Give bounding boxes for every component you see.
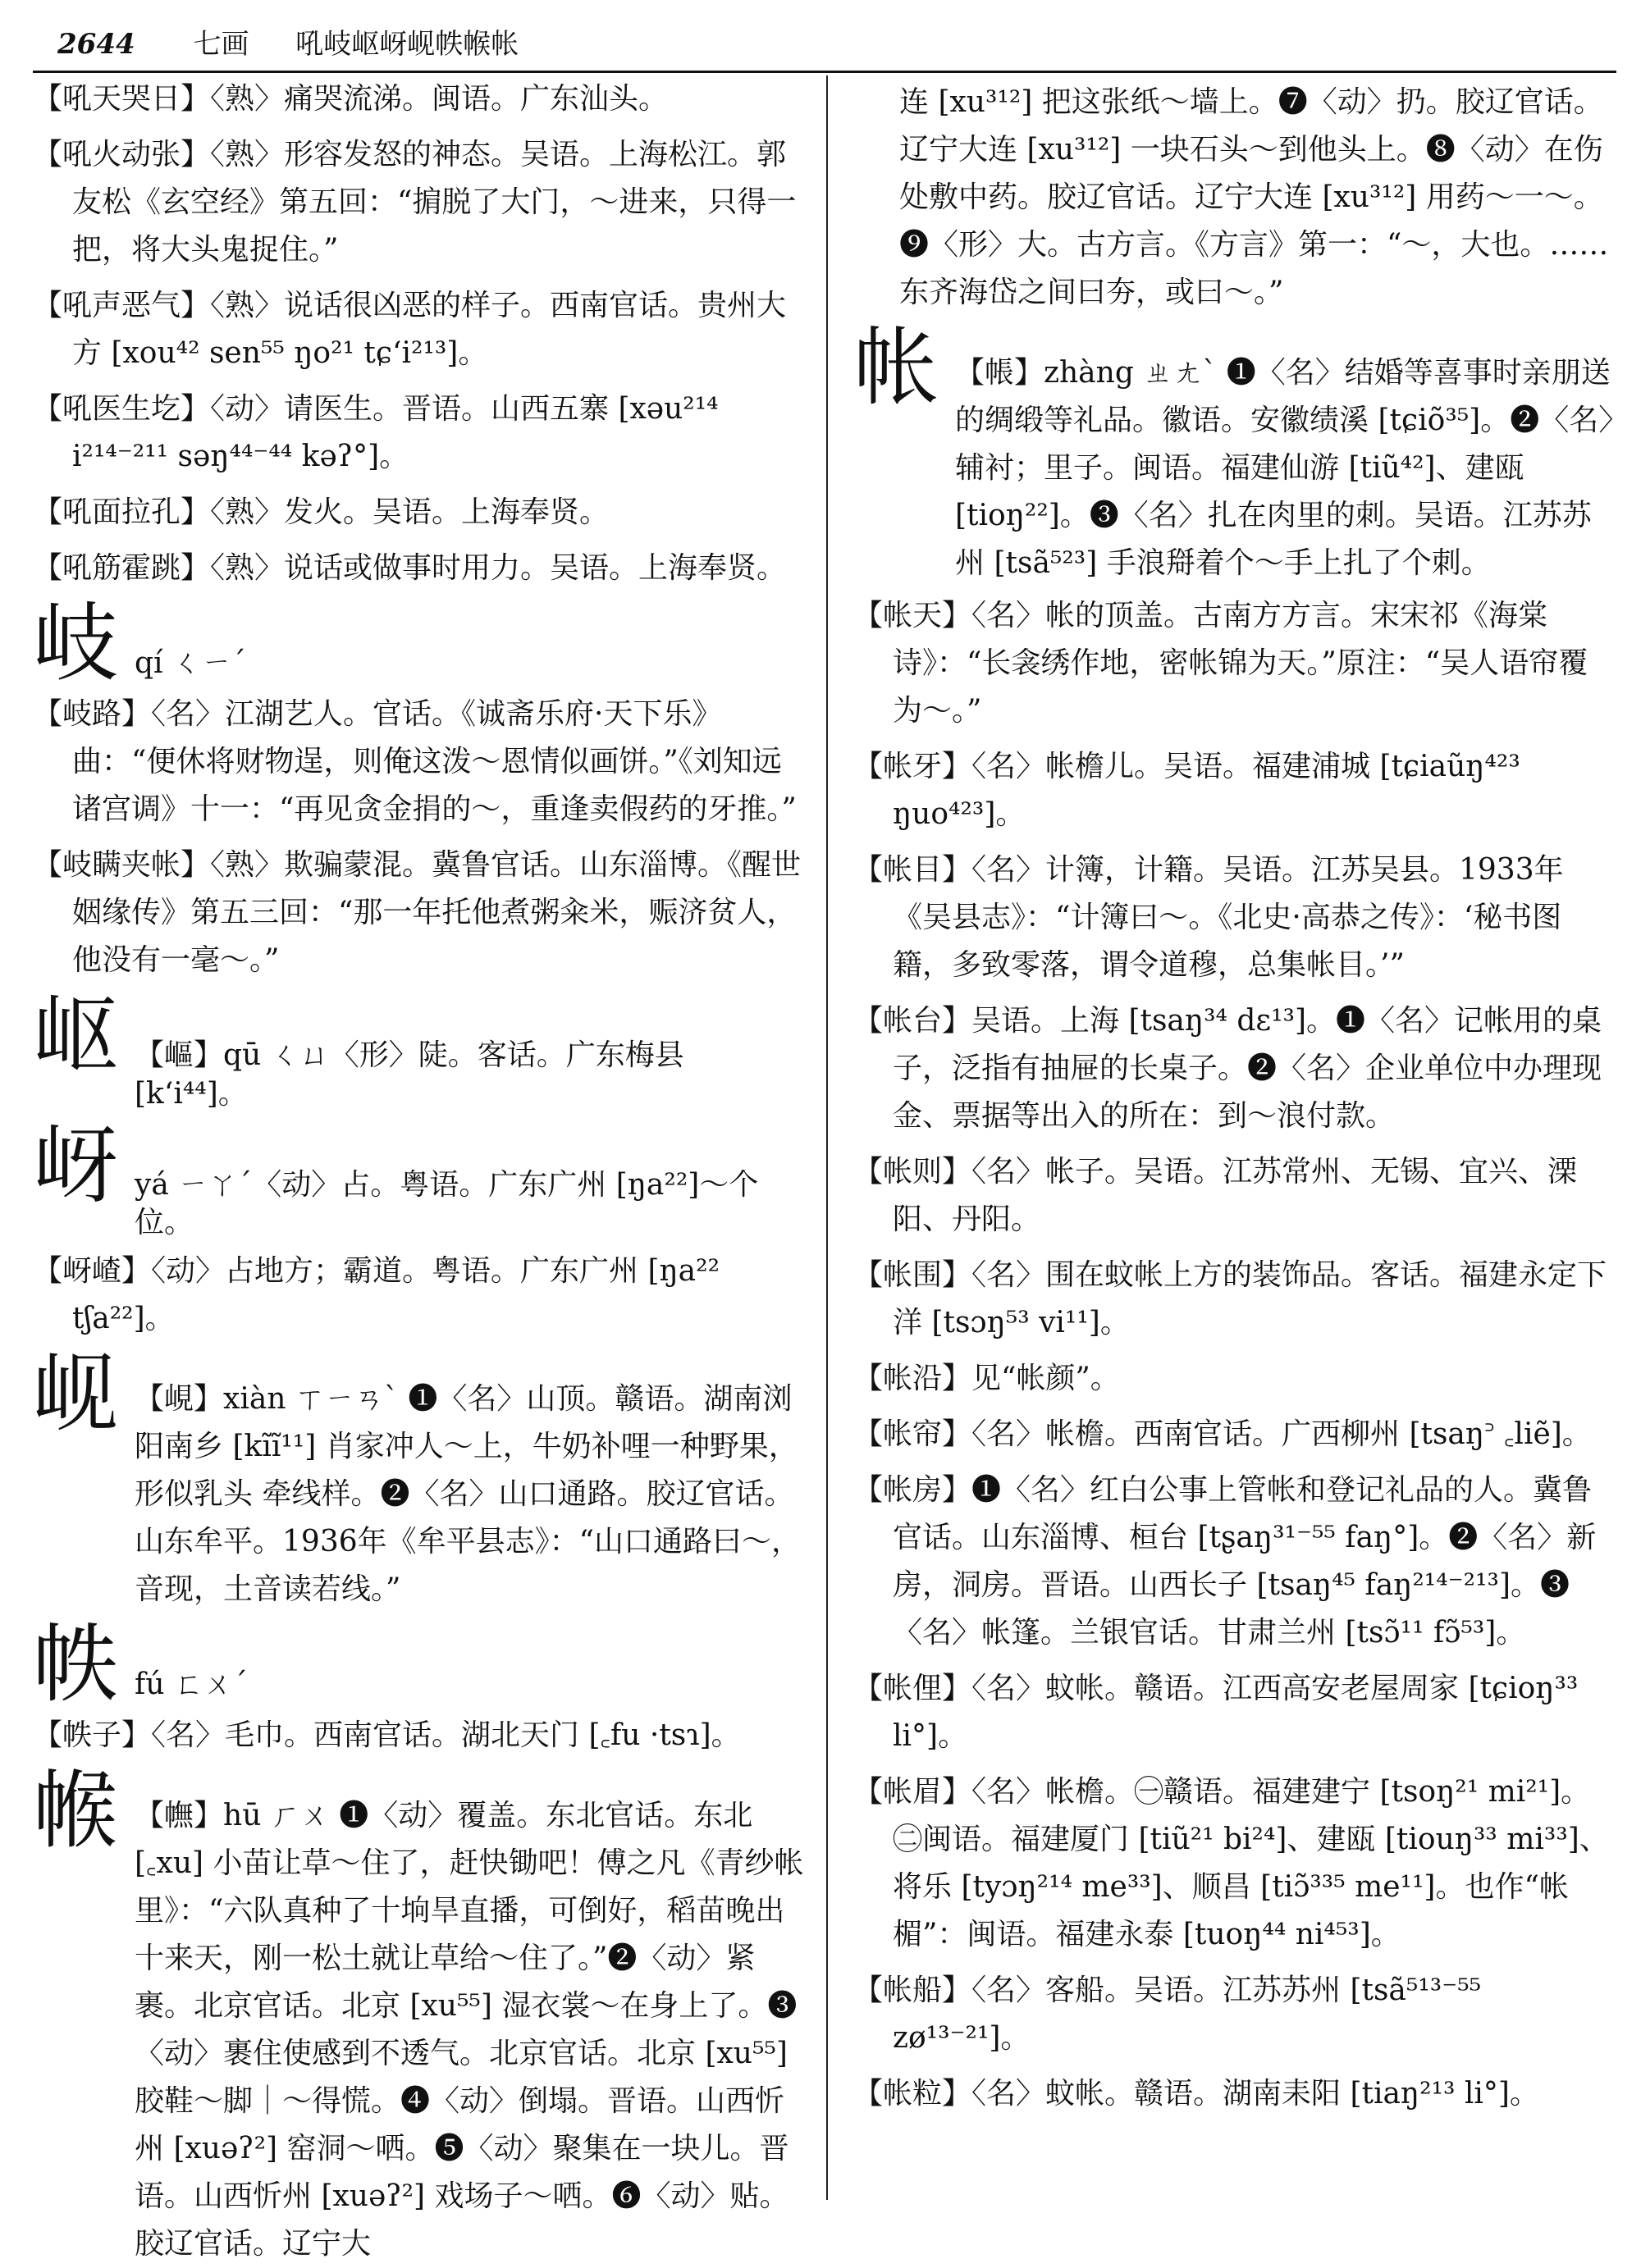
dictionary-entry: 【吼火动张】〈熟〉形容发怒的神态。吴语。上海松江。郭友松《玄空经》第五回：“掮脱了大门，～进来，只得一把，将大头鬼捉住。” — [33, 138, 797, 267]
dictionary-entry: 【帐台】吴语。上海 [tsaŋ³⁴ dɛ¹³]。❶〈名〉记帐用的桌子，泛指有抽屉的长桌子。❷〈名〉企业单位中办理现金、票据等出入的所在：到～浪付款。 — [853, 1004, 1602, 1133]
headword-char: 岖 — [33, 985, 119, 1085]
headword-zhang — [853, 317, 1616, 587]
dictionary-entry: 【帐船】〈名〉客船。吴语。江苏苏州 [tsã⁵¹³⁻⁵⁵ zø¹³⁻²¹]。 — [853, 1974, 1482, 2055]
dictionary-entry: 【帐房】❶〈名〉红白公事上管帐和登记礼品的人。冀鲁官话。山东淄博、桓台 [tʂaŋ³¹⁻⁵⁵ faŋ°]。❷〈名〉新房，洞房。晋语。山西长子 [tsaŋ⁴⁵ faŋ²¹⁴⁻²¹³]。❸〈名〉帐篷。兰银官话。甘肃兰州 [tsɔ̃¹¹ fɔ̃⁵³]。 — [853, 1473, 1597, 1650]
headword-reading: qí ㄑㄧˊ — [135, 646, 247, 680]
dictionary-entry: 【吼面拉孔】〈熟〉发火。吴语。上海奉贤。 — [33, 495, 610, 529]
headword-definition: 【嶇】qū ㄑㄩ〈形〉陡。客话。广东梅县 [kʻi⁴⁴]。 — [135, 1038, 684, 1111]
header-chars: 吼岐岖岈岘帙帿帐 — [295, 28, 519, 61]
headword-fu — [33, 1614, 804, 1715]
dictionary-entry-continued: 连 [xu³¹²] 把这张纸～墙上。❼〈动〉扔。胶辽官话。辽宁大连 [xu³¹²] 一块石头～到他头上。❽〈动〉在伤处敷中药。胶辽官话。辽宁大连 [xu³¹²] 用药～一～。❾〈形〉大。古方言。《方言》第一：“～，大也。……东齐海岱之间曰夯，或曰～。” — [899, 85, 1609, 309]
header-rule — [33, 71, 1616, 73]
headword-ya — [33, 1114, 804, 1244]
headword-definition: 【峴】xiàn ㄒㄧㄢˋ ❶〈名〉山顶。赣语。湖南浏阳南乡 [kĩĩ¹¹] 肖家冲人～上，牛奶补哩一种野果，形似乳头 牵线样。❷〈名〉山口通路。胶辽官话。山东牟平。1936年《牟平县志》：“山口通路曰～，音现，土音读若线。” — [135, 1382, 802, 1607]
headword-definition: yá ㄧㄚˊ〈动〉占。粤语。广东广州 [ŋa²²]～个位。 — [135, 1167, 759, 1240]
headword-xian — [33, 1344, 804, 1613]
dictionary-entry: 【吼医生圪】〈动〉请医生。晋语。山西五寨 [xəu²¹⁴ i²¹⁴⁻²¹¹ səŋ⁴⁴⁻⁴⁴ kəʔ°]。 — [33, 392, 719, 473]
dictionary-entry: 【帐牙】〈名〉帐檐儿。吴语。福建浦城 [tɕiaũŋ⁴²³ ŋuo⁴²³]。 — [853, 750, 1520, 831]
dictionary-entry: 【吼天哭日】〈熟〉痛哭流涕。闽语。广东汕头。 — [33, 82, 669, 116]
headword-definition: 【帳】zhàng ㄓㄤˋ ❶〈名〉结婚等喜事时亲朋送的绸缎等礼品。徽语。安徽绩溪 [tɕiõ³⁵]。❷〈名〉辅衬；里子。闽语。福建仙游 [tiũ⁴²]、建瓯 [tioŋ²²]。❸〈名〉扎在肉里的刺。吴语。江苏苏州 [tsã⁵²³] 手浪搿着个～手上扎了个刺。 — [955, 356, 1614, 580]
left-column — [33, 75, 804, 2261]
headword-char: 帐 — [853, 317, 939, 418]
headword-char: 岈 — [33, 1114, 119, 1215]
headword-qi — [33, 593, 804, 693]
dictionary-entry: 【帙子】〈名〉毛巾。西南官话。湖北天门 [꜀fu ·tsɿ]。 — [33, 1718, 741, 1753]
dictionary-entry: 【帐则】〈名〉帐子。吴语。江苏常州、无锡、宜兴、溧阳、丹阳。 — [853, 1155, 1578, 1236]
headword-char: 岐 — [33, 593, 119, 693]
dictionary-entry: 【帐帘】〈名〉帐檐。西南官话。广西柳州 [tsaŋ꜄ ꜀liẽ]。 — [853, 1417, 1592, 1451]
dictionary-entry: 【岐路】〈名〉江湖艺人。官话。《诚斋乐府·天下乐》曲：“便休将财物逞，则俺这泼～恩情似画饼。”《刘知远诸宫调》十一：“再见贪金捐的～，重逢卖假药的牙推。” — [33, 697, 797, 826]
dictionary-entry: 【帐俚】〈名〉蚊帐。赣语。江西高安老屋周家 [tɕioŋ³³ li°]。 — [853, 1672, 1579, 1753]
page-header — [57, 21, 1616, 67]
page-number: 2644 — [57, 28, 135, 61]
right-column — [853, 75, 1616, 2198]
dictionary-entry: 【岐瞒夹帐】〈熟〉欺骗蒙混。冀鲁官话。山东淄博。《醒世姻缘传》第五三回：“那一年托他煮粥籴米，赈济贫人，他没有一毫～。” — [33, 848, 802, 977]
headword-char: 帿 — [33, 1760, 119, 1861]
dictionary-entry: 【帐天】〈名〉帐的顶盖。古南方方言。宋宋祁《海棠诗》：“长衾绣作地，密帐锦为天。”原注：“吴人语帘覆为～。” — [853, 599, 1588, 728]
dictionary-entry: 【帐围】〈名〉围在蚊帐上方的装饰品。客话。福建永定下洋 [tsɔŋ⁵³ vi¹¹]。 — [853, 1258, 1607, 1339]
dictionary-entry: 【帐粒】〈名〉蚊帐。赣语。湖南耒阳 [tiaŋ²¹³ li°]。 — [853, 2077, 1539, 2111]
headword-definition: 【幠】hū ㄏㄨ ❶〈动〉覆盖。东北官话。东北 [꜀xu] 小苗让草～住了，赶快锄吧！傅之凡《青纱帐里》：“六队真种了十垧旱直播，可倒好，稻苗晚出十来天，刚一松土就让草给～住了。”❷〈动〉紧裹。北京官话。北京 [xu⁵⁵] 湿衣裳～在身上了。❸〈动〉裹住使感到不透气。北京官话。北京 [xu⁵⁵] 胶鞋～脚｜～得慌。❹〈动〉倒塌。晋语。山西忻州 [xuəʔ²] 窑洞～哂。❺〈动〉聚集在一块儿。晋语。山西忻州 [xuəʔ²] 戏场子～哂。❻〈动〉贴。胶辽官话。辽宁大 — [135, 1799, 804, 2261]
dictionary-entry: 【帐目】〈名〉计簿，计籍。吴语。江苏吴县。1933年《吴县志》：“计簿曰～。《北史·高恭之传》：‘秘书图籍，多致零落，谓令道穆，总集帐目。’” — [853, 853, 1564, 982]
dictionary-entry: 【吼声恶气】〈熟〉说话很凶恶的样子。西南官话。贵州大方 [xou⁴² sen⁵⁵ ŋo²¹ tɕʻi²¹³]。 — [33, 289, 787, 370]
headword-reading: fú ㄈㄨˊ — [135, 1668, 248, 1702]
headword-qu — [33, 985, 804, 1114]
headword-char: 岘 — [33, 1344, 119, 1444]
dictionary-entry: 【岈嵖】〈动〉占地方；霸道。粤语。广东广州 [ŋa²² tʃa²²]。 — [33, 1254, 720, 1336]
stroke-section: 七画 — [193, 28, 249, 61]
headword-char: 帙 — [33, 1614, 119, 1715]
dictionary-entry: 【帐沿】见“帐颜”。 — [853, 1362, 1120, 1395]
column-divider — [826, 75, 828, 2200]
headword-hu — [33, 1760, 804, 2268]
dictionary-entry: 【帐眉】〈名〉帐檐。㊀赣语。福建建宁 [tsoŋ²¹ mi²¹]。㊁闽语。福建厦门 [tiũ²¹ bi²⁴]、建瓯 [tiouŋ³³ mi³³]、将乐 [tyɔŋ²¹⁴ me³³]、顺昌 [tiɔ̃³³⁵ me¹¹]。也作“帐楣”：闽语。福建永泰 [tuoŋ⁴⁴ ni⁴⁵³]。 — [853, 1775, 1609, 1951]
dictionary-entry: 【吼筋霍跳】〈熟〉说话或做事时用力。吴语。上海奉贤。 — [33, 551, 787, 585]
